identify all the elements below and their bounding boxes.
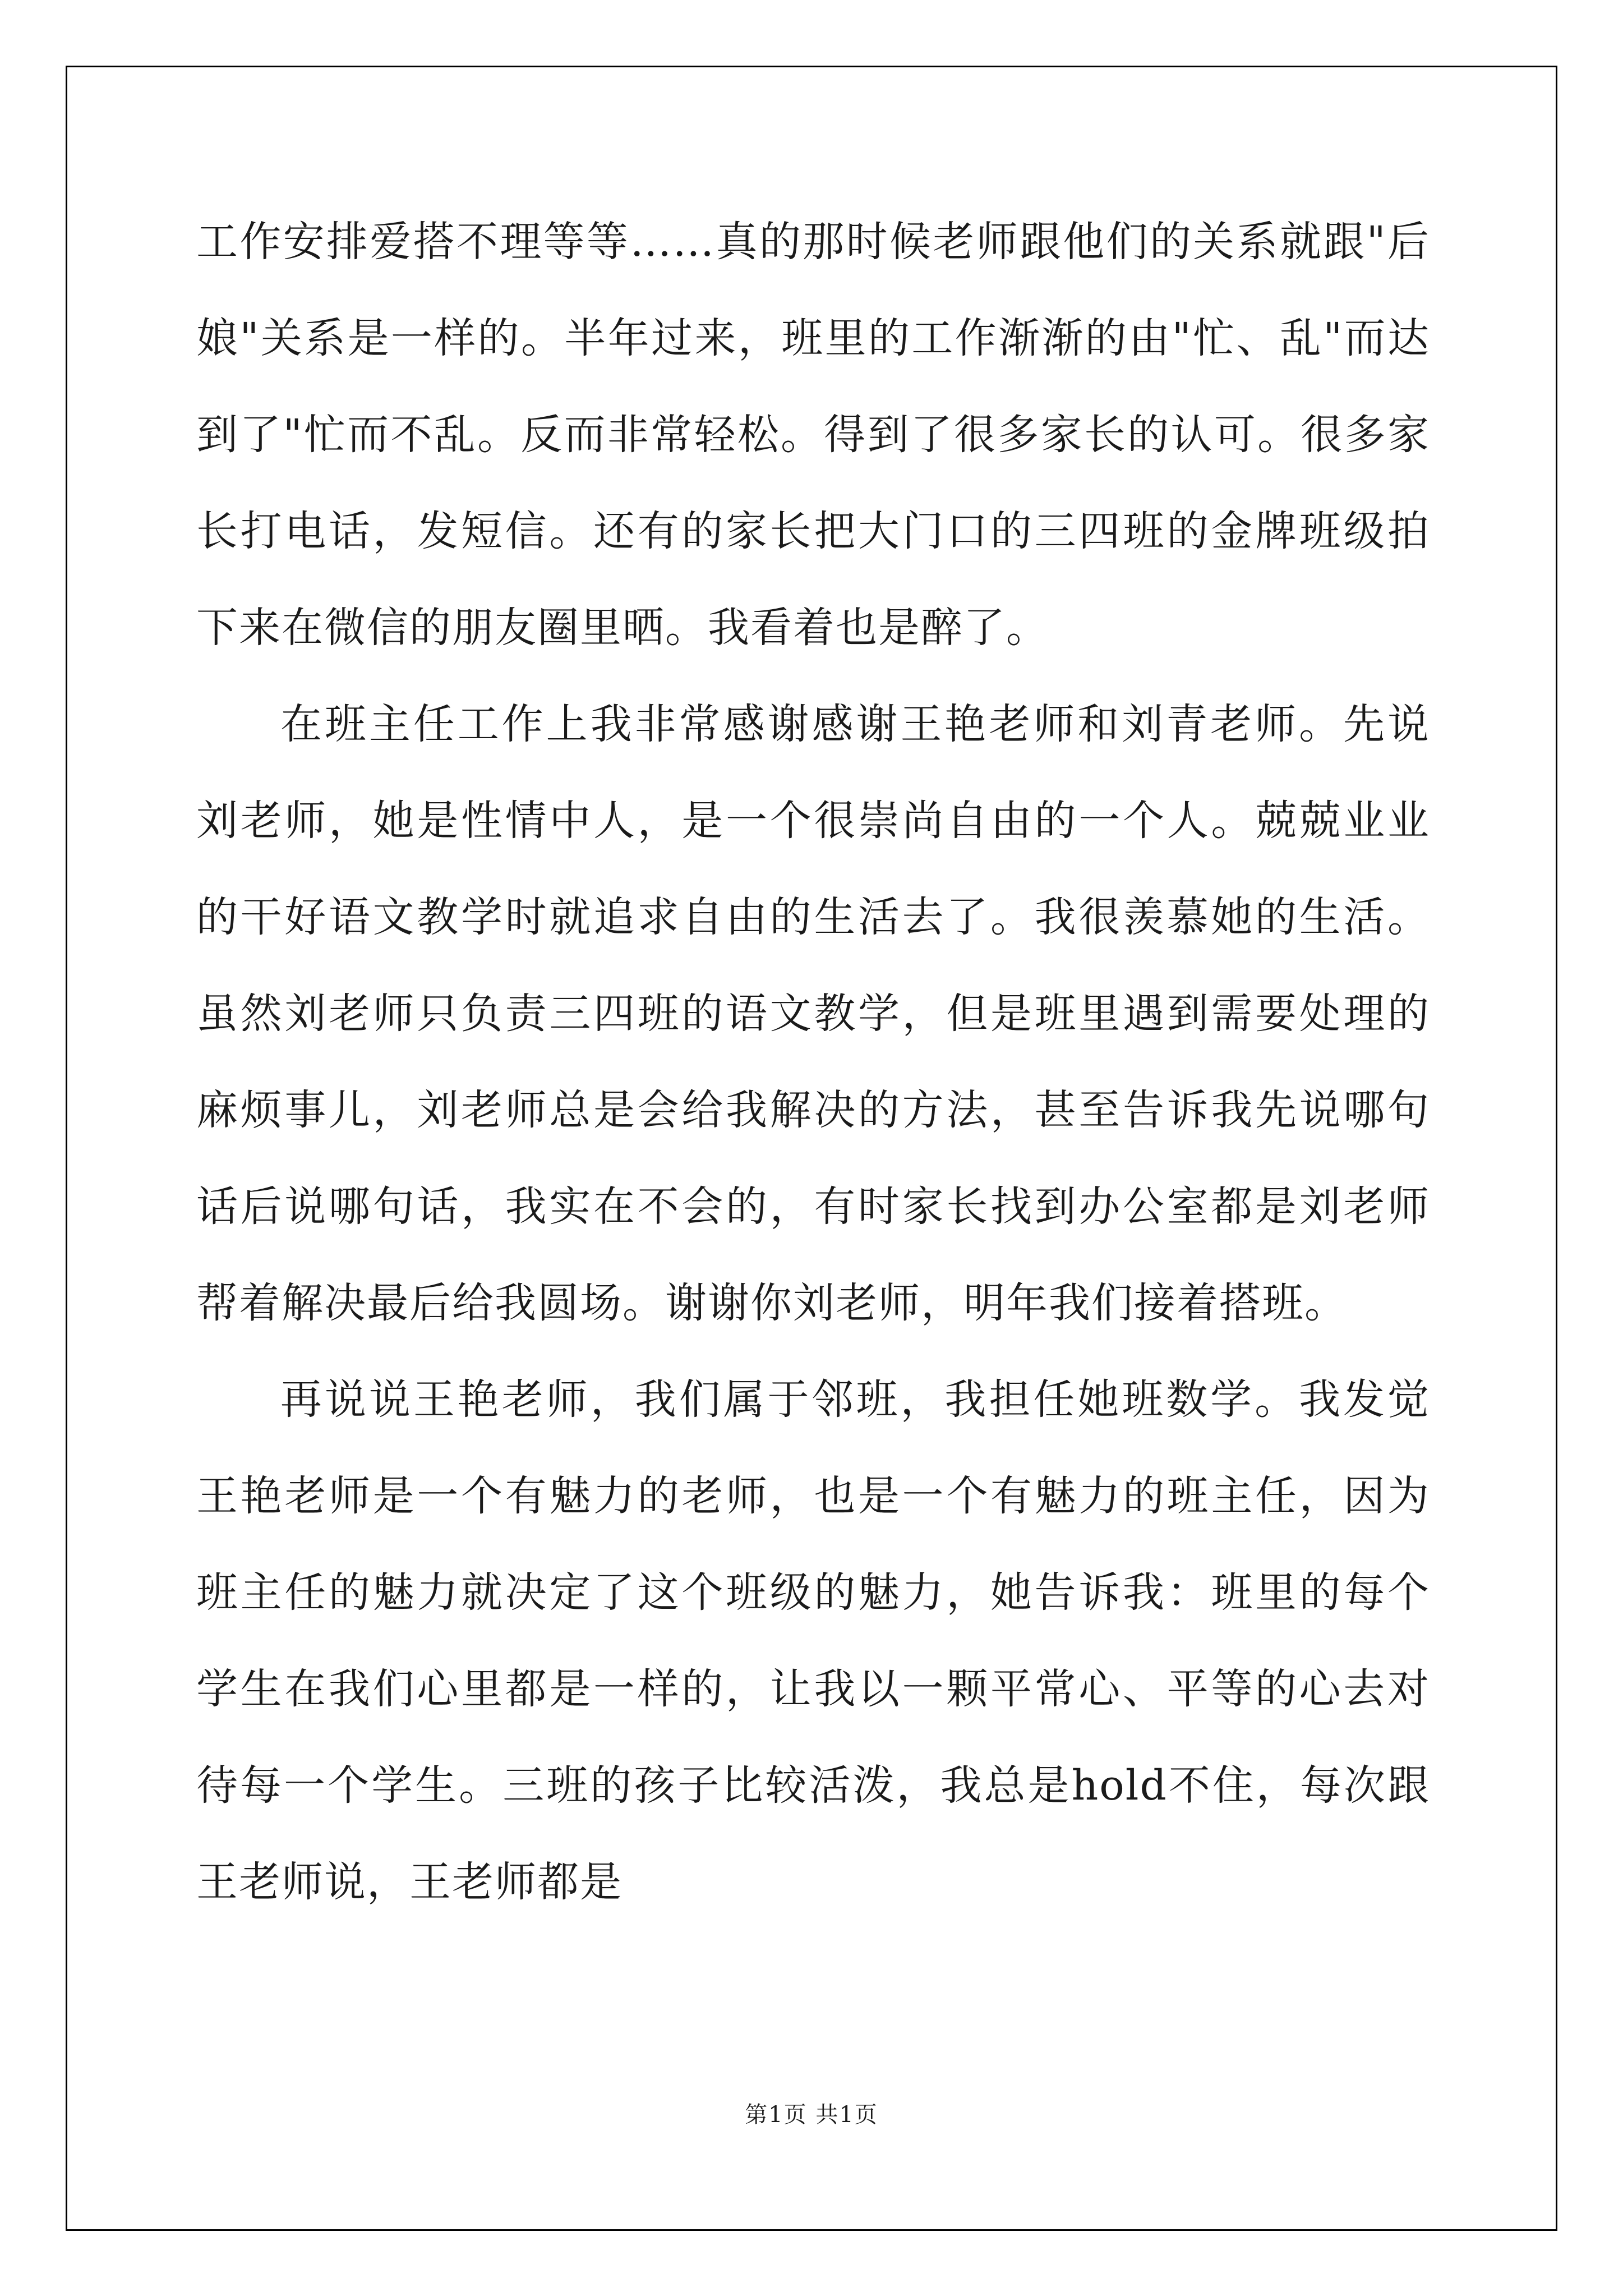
document-body bbox=[196, 194, 1430, 1930]
paragraph-1: 工作安排爱搭不理等等……真的那时候老师跟他们的关系就跟"后娘"关系是一样的。半年过来，班里的工作渐渐的由"忙、乱"而达到了"忙而不乱。反而非常轻松。得到了很多家长的认可。很多家长打电话，发短信。还有的家长把大门口的三四班的金牌班级拍下来在微信的朋友圈里晒。我看着也是醉了。 bbox=[196, 218, 1430, 652]
page-number-footer: 第1页 共1页 bbox=[745, 2102, 878, 2128]
paragraph-3: 再说说王艳老师，我们属于邻班，我担任她班数学。我发觉王艳老师是一个有魅力的老师，也是一个有魅力的班主任，因为班主任的魅力就决定了这个班级的魅力，她告诉我：班里的每个学生在我们心里都是一样的，让我以一颗平常心、平等的心去对待每一个学生。三班的孩子比较活泼，我总是hold不住，每次跟王老师说，王老师都是 bbox=[196, 1375, 1430, 1906]
paragraph-2: 在班主任工作上我非常感谢感谢王艳老师和刘青老师。先说刘老师，她是性情中人，是一个很崇尚自由的一个人。兢兢业业的干好语文教学时就追求自由的生活去了。我很羡慕她的生活。虽然刘老师只负责三四班的语文教学，但是班里遇到需要处理的麻烦事儿，刘老师总是会给我解决的方法，甚至告诉我先说哪句话后说哪句话，我实在不会的，有时家长找到办公室都是刘老师帮着解决最后给我圆场。谢谢你刘老师，明年我们接着搭班。 bbox=[196, 700, 1430, 1327]
